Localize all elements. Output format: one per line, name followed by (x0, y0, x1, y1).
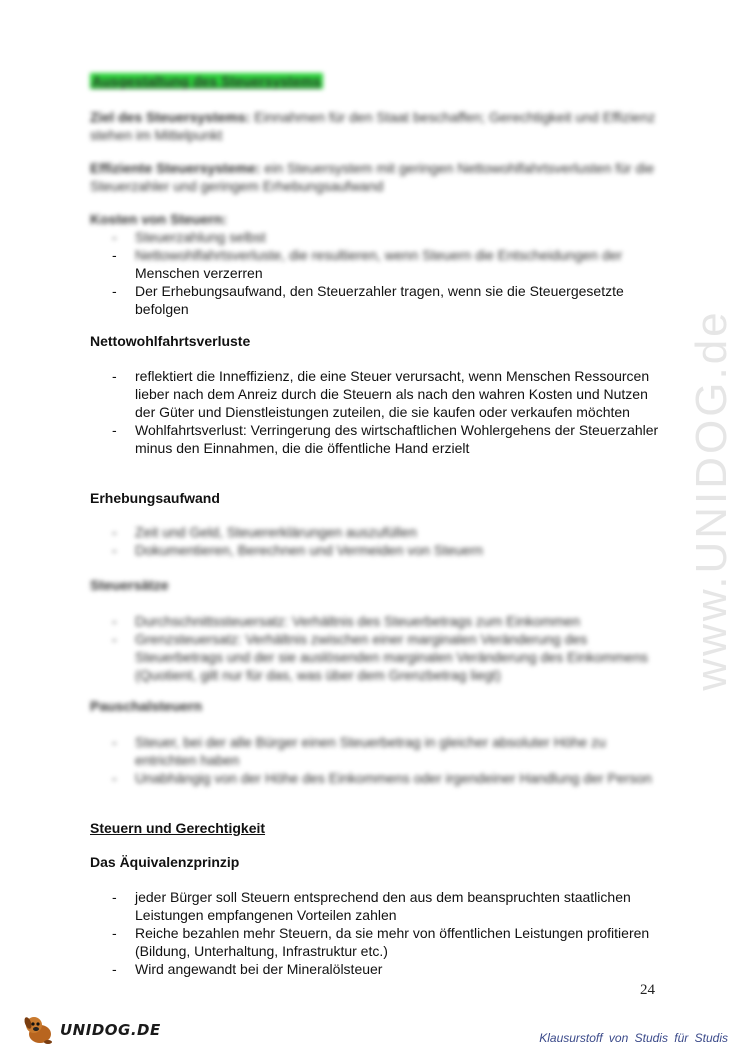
list-item: - Zeit und Geld, Steuererklärungen auszufüllen (90, 523, 670, 541)
label-effizient: Effiziente Steuersysteme: (90, 160, 261, 176)
paragraph-ziel (90, 108, 670, 144)
list-item: - Der Erhebungsaufwand, den Steuerzahler tragen, wenn sie die Steuergesetzte befolgen (90, 282, 670, 318)
list-item: - jeder Bürger soll Steuern entsprechend den aus dem beanspruchten staatlichen Leistungen empfangenen Vorteilen zahlen (90, 888, 670, 924)
section-kosten (90, 210, 670, 318)
list-saetze (90, 612, 670, 684)
list-item: - Steuer, bei der alle Bürger einen Steuerbetrag in gleicher absoluter Höhe zu entrichten haben (90, 733, 670, 769)
list-netto (90, 367, 670, 457)
section-netto (90, 332, 670, 457)
list-item: - Wird angewandt bei der Mineralölsteuer (90, 960, 670, 978)
heading-aequivalenz: Das Äquivalenzprinzip (90, 854, 240, 870)
footer-note: Klausurstoff von Studis für Studis (539, 1031, 728, 1045)
heading-erhebung: Erhebungsaufwand (90, 490, 220, 506)
unidog-logo[interactable] (22, 1014, 161, 1046)
list-pauschal (90, 733, 670, 787)
text-effizient: ein Steuersystem mit geringen Nettowohlfahrtsverlusten für die Steuerzahler und geringem Erhebungsaufwand (90, 160, 655, 194)
text-ziel: Einnahmen für den Staat beschaffen; Gerechtigkeit und Effizienz stehen im Mittelpunkt (90, 109, 656, 143)
list-item (90, 246, 670, 282)
logo-text: UNIDOG.DE (60, 1021, 161, 1039)
list-aequivalenz (90, 888, 670, 978)
heading-gerechtigkeit: Steuern und Gerechtigkeit (90, 820, 266, 836)
heading-ausgestaltung: Ausgestaltung des Steuersystems (92, 73, 321, 89)
watermark: www.UNIDOG.de (687, 309, 736, 691)
dog-mascot-icon (22, 1014, 56, 1046)
list-item-continued: Menschen verzerren (135, 265, 263, 281)
heading-pauschal: Pauschalsteuern (90, 698, 203, 714)
paragraph-effizient (90, 159, 670, 195)
list-item: - Unabhängig von der Höhe des Einkommens oder irgendeiner Handlung der Person (90, 769, 670, 787)
list-erhebung (90, 523, 670, 559)
list-item-blurred-line: - Nettowohlfahrtsverluste, die resultieren, wenn Steuern die Entscheidungen der (135, 247, 623, 263)
page-number: 24 (640, 982, 655, 998)
list-item: - Dokumentieren, Berechnen und Vermeiden von Steuern (90, 541, 670, 559)
label-ziel: Ziel des Steuersystems: (90, 109, 251, 125)
list-item: - Durchschnittssteuersatz: Verhältnis des Steuerbetrags zum Einkommen (90, 612, 670, 630)
list-item: - Grenzsteuersatz: Verhältnis zwischen einer marginalen Veränderung des Steuerbetrags und der sie auslösenden marginalen Veränderung des Einkommens (Quotient, gilt nur für das, was über dem Grenzbetrag liegt) (90, 630, 670, 684)
heading-netto: Nettowohlfahrtsverluste (90, 333, 251, 349)
section-gerechtigkeit (90, 819, 670, 837)
heading-saetze: Steuersätze (90, 577, 169, 593)
list-item: - Reiche bezahlen mehr Steuern, da sie mehr von öffentlichen Leistungen profitieren (Bildung, Unterhaltung, Infrastruktur etc.) (90, 924, 670, 960)
list-item: - Steuerzahlung selbst (90, 228, 670, 246)
list-item: - Wohlfahrtsverlust: Verringerung des wirtschaftlichen Wohlergehens der Steuerzahler minus den Einnahmen, die die öffentliche Hand erzielt (90, 421, 670, 457)
list-kosten (90, 228, 670, 318)
section-saetze (90, 576, 670, 684)
section-erhebung (90, 489, 670, 559)
section-pauschal (90, 697, 670, 787)
list-item: - reflektiert die Inneffizienz, die eine Steuer verursacht, wenn Menschen Ressourcen lieber nach dem Anreiz durch die Steuern als nach den wahren Kosten und Nutzen der Güter und Dienstleistungen zuteilen, die sie kaufen oder verkaufen möchten (90, 367, 670, 421)
heading-kosten: Kosten von Steuern: (90, 211, 227, 227)
section-aequivalenz (90, 853, 670, 978)
section-ausgestaltung (90, 72, 670, 90)
